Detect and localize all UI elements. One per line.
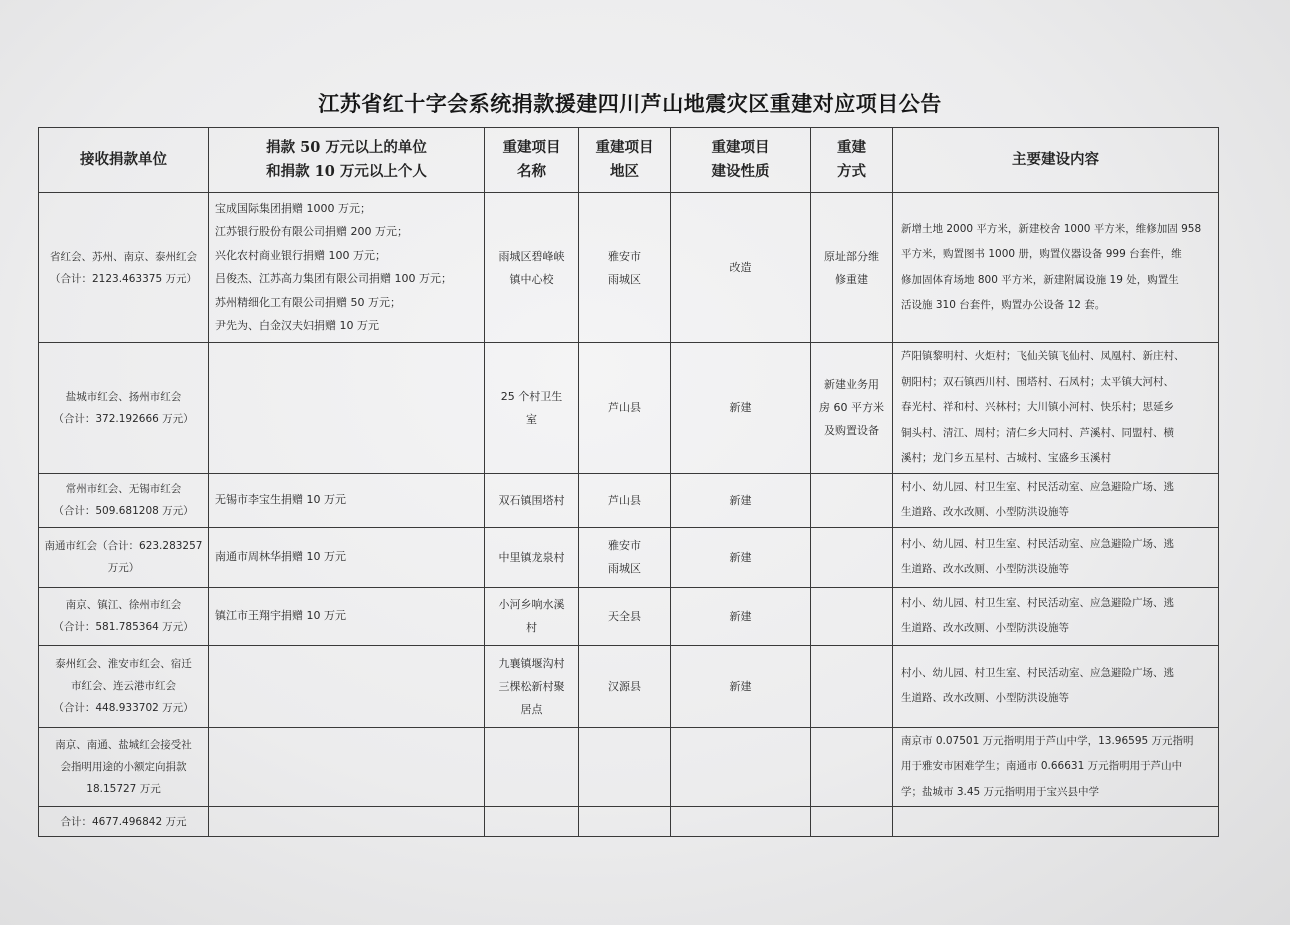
unit-cell bbox=[39, 527, 209, 587]
main-content-cell bbox=[893, 193, 1219, 343]
cell-line: 新增土地 2000 平方米，新建校舍 1000 平方米，维修加固 958 bbox=[901, 222, 1202, 235]
rebuild-method-cell bbox=[811, 727, 893, 807]
project-nature-cell bbox=[671, 645, 811, 727]
cell-line: 南京市 0.07501 万元指明用于芦山中学，13.96595 万元指明 bbox=[901, 734, 1194, 747]
project-area-cell bbox=[579, 527, 671, 587]
project-name-cell bbox=[485, 645, 579, 727]
main-content-cell bbox=[893, 527, 1219, 587]
header-line: 和捐款 10 万元以上个人 bbox=[266, 163, 427, 180]
cell-line: 芦山县 bbox=[608, 401, 641, 415]
table-row bbox=[39, 587, 1219, 645]
cell-line: 中里镇龙泉村 bbox=[498, 550, 565, 564]
cell-line: 村 bbox=[526, 621, 537, 634]
cell-line: 镇中心校 bbox=[509, 272, 554, 286]
cell-line: 南通市周林华捐赠 10 万元 bbox=[215, 549, 346, 563]
unit-cell bbox=[39, 343, 209, 474]
header-line: 捐款 50 万元以上的单位 bbox=[266, 139, 427, 156]
table-row bbox=[39, 645, 1219, 727]
header-line: 重建项目 bbox=[711, 139, 770, 156]
rebuild-method-cell bbox=[811, 807, 893, 837]
cell-line: 盐城市红会、扬州市红会 bbox=[65, 390, 182, 403]
table-row bbox=[39, 527, 1219, 587]
cell-line: 新建 bbox=[729, 401, 752, 415]
donor-cell bbox=[209, 193, 485, 343]
header-rebuild-method bbox=[811, 128, 893, 193]
project-area-cell bbox=[579, 343, 671, 474]
cell-line: 省红会、苏州、南京、泰州红会 bbox=[50, 250, 197, 263]
cell-line: 镇江市王翔宇捐赠 10 万元 bbox=[215, 608, 346, 622]
main-content-cell bbox=[893, 587, 1219, 645]
header-major-donors bbox=[209, 128, 485, 193]
cell-line: 泰州红会、淮安市红会、宿迁 bbox=[55, 658, 192, 670]
project-area-cell bbox=[579, 727, 671, 807]
cell-line: 朝阳村；双石镇西川村、围塔村、石凤村；太平镇大河村、 bbox=[901, 375, 1174, 388]
donor-cell bbox=[209, 727, 485, 807]
rebuild-method-cell bbox=[811, 343, 893, 474]
cell-line: 三棵松新村聚 bbox=[498, 679, 565, 693]
rebuild-method-cell bbox=[811, 473, 893, 527]
project-area-cell bbox=[579, 193, 671, 343]
cell-line: 村小、幼儿园、村卫生室、村民活动室、应急避险广场、逃 bbox=[901, 480, 1174, 493]
table-body bbox=[39, 193, 1219, 837]
project-name-cell bbox=[485, 343, 579, 474]
cell-line: 溪村；龙门乡五星村、古城村、宝盛乡玉溪村 bbox=[901, 452, 1111, 464]
cell-line: 铜头村、清江、周村；清仁乡大同村、芦溪村、同盟村、横 bbox=[901, 426, 1174, 439]
table-row bbox=[39, 193, 1219, 343]
cell-line: 村小、幼儿园、村卫生室、村民活动室、应急避险广场、逃 bbox=[901, 596, 1174, 609]
project-name-cell bbox=[485, 527, 579, 587]
header-project-area bbox=[579, 128, 671, 193]
cell-line: 无锡市李宝生捐赠 10 万元 bbox=[215, 492, 346, 506]
cell-line: 新建业务用 bbox=[824, 378, 879, 392]
cell-line: 用于雅安市困难学生；南通市 0.66631 万元指明用于芦山中 bbox=[901, 760, 1183, 772]
cell-line: （合计：448.933702 万元） bbox=[53, 702, 194, 714]
project-name-cell bbox=[485, 193, 579, 343]
cell-line: 雨城区 bbox=[608, 562, 641, 575]
header-receiving-unit bbox=[39, 128, 209, 193]
cell-line: 生道路、改水改厕、小型防洪设施等 bbox=[901, 563, 1069, 575]
project-area-cell bbox=[579, 645, 671, 727]
donor-cell bbox=[209, 343, 485, 474]
cell-line: 芦山县 bbox=[608, 493, 641, 507]
header-project-nature bbox=[671, 128, 811, 193]
main-content-cell bbox=[893, 343, 1219, 474]
cell-line: 新建 bbox=[729, 609, 752, 623]
cell-line: 学；盐城市 3.45 万元指明用于宝兴县中学 bbox=[901, 785, 1100, 798]
project-area-cell bbox=[579, 587, 671, 645]
cell-line: 平方米，购置图书 1000 册，购置仪器设备 999 台套件，维 bbox=[901, 248, 1182, 260]
cell-line: 雅安市 bbox=[608, 249, 641, 263]
project-area-cell bbox=[579, 807, 671, 837]
header-line: 方式 bbox=[837, 163, 866, 180]
main-content-cell bbox=[893, 473, 1219, 527]
project-nature-cell bbox=[671, 343, 811, 474]
page-title: 江苏省红十字会系统捐款援建四川芦山地震灾区重建对应项目公告 bbox=[318, 91, 942, 116]
rebuild-method-cell bbox=[811, 645, 893, 727]
cell-line: 18.15727 万元 bbox=[86, 782, 161, 795]
rebuild-method-cell bbox=[811, 587, 893, 645]
cell-line: 宝成国际集团捐赠 1000 万元； bbox=[215, 201, 371, 215]
donor-cell bbox=[209, 645, 485, 727]
cell-line: 小河乡响水溪 bbox=[498, 598, 565, 611]
project-name-cell bbox=[485, 807, 579, 837]
header-main-content bbox=[893, 128, 1219, 193]
donor-cell bbox=[209, 473, 485, 527]
rebuild-method-cell bbox=[811, 527, 893, 587]
cell-line: 尹先为、白金汉夫妇捐赠 10 万元 bbox=[215, 319, 379, 332]
header-line: 主要建设内容 bbox=[1012, 151, 1099, 168]
cell-line: 生道路、改水改厕、小型防洪设施等 bbox=[901, 506, 1069, 518]
cell-line: 及购置设备 bbox=[824, 424, 879, 438]
project-name-cell bbox=[485, 727, 579, 807]
unit-cell bbox=[39, 587, 209, 645]
table-row bbox=[39, 343, 1219, 474]
unit-cell bbox=[39, 645, 209, 727]
rebuild-method-cell bbox=[811, 193, 893, 343]
cell-line: 村小、幼儿园、村卫生室、村民活动室、应急避险广场、逃 bbox=[901, 537, 1174, 550]
donor-cell bbox=[209, 527, 485, 587]
cell-line: 会指明用途的小额定向捐款 bbox=[60, 760, 187, 773]
cell-line: 原址部分维 bbox=[824, 249, 879, 263]
unit-cell bbox=[39, 193, 209, 343]
cell-line: 室 bbox=[526, 412, 537, 426]
cell-line: 雨城区 bbox=[608, 272, 641, 286]
header-line: 接收捐款单位 bbox=[80, 151, 167, 168]
project-nature-cell bbox=[671, 527, 811, 587]
cell-line: 生道路、改水改厕、小型防洪设施等 bbox=[901, 692, 1069, 704]
cell-line: 市红会、连云港市红会 bbox=[71, 680, 176, 692]
header-line: 重建 bbox=[837, 139, 866, 156]
cell-line: 雨城区碧峰峡 bbox=[498, 249, 565, 263]
cell-line: 苏州精细化工有限公司捐赠 50 万元； bbox=[215, 295, 401, 309]
cell-line: 春光村、祥和村、兴林村；大川镇小河村、快乐村；思延乡 bbox=[901, 401, 1174, 413]
project-nature-cell bbox=[671, 727, 811, 807]
cell-line: 活设施 310 台套件，购置办公设备 12 套。 bbox=[901, 299, 1106, 311]
cell-line: 万元） bbox=[107, 562, 140, 574]
cell-line: （合计：372.192666 万元） bbox=[53, 412, 194, 425]
cell-line: 南京、南通、盐城红会接受社 bbox=[55, 738, 192, 751]
cell-line: 兴化农村商业银行捐赠 100 万元； bbox=[215, 248, 386, 262]
cell-line: 常州市红会、无锡市红会 bbox=[65, 483, 182, 495]
table-header-row bbox=[39, 128, 1219, 193]
announcement-table bbox=[38, 127, 1219, 837]
header-project-name bbox=[485, 128, 579, 193]
cell-line: （合计：581.785364 万元） bbox=[53, 621, 194, 633]
header-line: 名称 bbox=[517, 163, 546, 180]
cell-line: 新建 bbox=[729, 493, 752, 507]
cell-line: 生道路、改水改厕、小型防洪设施等 bbox=[901, 622, 1069, 634]
unit-cell bbox=[39, 807, 209, 837]
main-content-cell bbox=[893, 727, 1219, 807]
project-nature-cell bbox=[671, 807, 811, 837]
table-row bbox=[39, 727, 1219, 807]
cell-line: 江苏银行股份有限公司捐赠 200 万元； bbox=[215, 225, 408, 238]
cell-line: 天全县 bbox=[608, 609, 641, 623]
unit-cell bbox=[39, 473, 209, 527]
cell-line: 双石镇围塔村 bbox=[498, 493, 565, 507]
cell-line: （合计：2123.463375 万元） bbox=[50, 272, 197, 285]
main-content-cell bbox=[893, 645, 1219, 727]
cell-line: 南通市红会（合计：623.283257 bbox=[44, 540, 203, 552]
cell-line: （合计：509.681208 万元） bbox=[53, 505, 194, 517]
cell-line: 改造 bbox=[729, 261, 752, 274]
header-line: 重建项目 bbox=[502, 139, 561, 156]
header-line: 地区 bbox=[610, 163, 639, 180]
donor-cell bbox=[209, 587, 485, 645]
cell-line: 居点 bbox=[520, 702, 543, 716]
project-name-cell bbox=[485, 587, 579, 645]
cell-line: 合计：4677.496842 万元 bbox=[60, 815, 187, 828]
header-line: 建设性质 bbox=[711, 163, 770, 180]
header-line: 重建项目 bbox=[595, 139, 654, 156]
table-row bbox=[39, 807, 1219, 837]
cell-line: 九襄镇堰沟村 bbox=[498, 656, 565, 670]
project-area-cell bbox=[579, 473, 671, 527]
cell-line: 村小、幼儿园、村卫生室、村民活动室、应急避险广场、逃 bbox=[901, 666, 1174, 679]
cell-line: 南京、镇江、徐州市红会 bbox=[65, 599, 182, 611]
project-nature-cell bbox=[671, 587, 811, 645]
project-name-cell bbox=[485, 473, 579, 527]
cell-line: 雅安市 bbox=[608, 539, 641, 552]
cell-line: 修加固体育场地 800 平方米，新建附属设施 19 处，购置生 bbox=[901, 273, 1179, 286]
cell-line: 房 60 平方米 bbox=[819, 401, 884, 415]
cell-line: 新建 bbox=[729, 679, 752, 693]
cell-line: 吕俊杰、江苏高力集团有限公司捐赠 100 万元； bbox=[215, 272, 452, 285]
donor-cell bbox=[209, 807, 485, 837]
cell-line: 新建 bbox=[729, 550, 752, 564]
main-content-cell bbox=[893, 807, 1219, 837]
cell-line: 25 个村卫生 bbox=[500, 389, 563, 403]
project-nature-cell bbox=[671, 473, 811, 527]
cell-line: 汉源县 bbox=[608, 679, 641, 693]
unit-cell bbox=[39, 727, 209, 807]
project-nature-cell bbox=[671, 193, 811, 343]
cell-line: 芦阳镇黎明村、火炬村；飞仙关镇飞仙村、凤凰村、新庄村、 bbox=[901, 350, 1185, 362]
cell-line: 修重建 bbox=[835, 272, 868, 286]
table-row bbox=[39, 473, 1219, 527]
